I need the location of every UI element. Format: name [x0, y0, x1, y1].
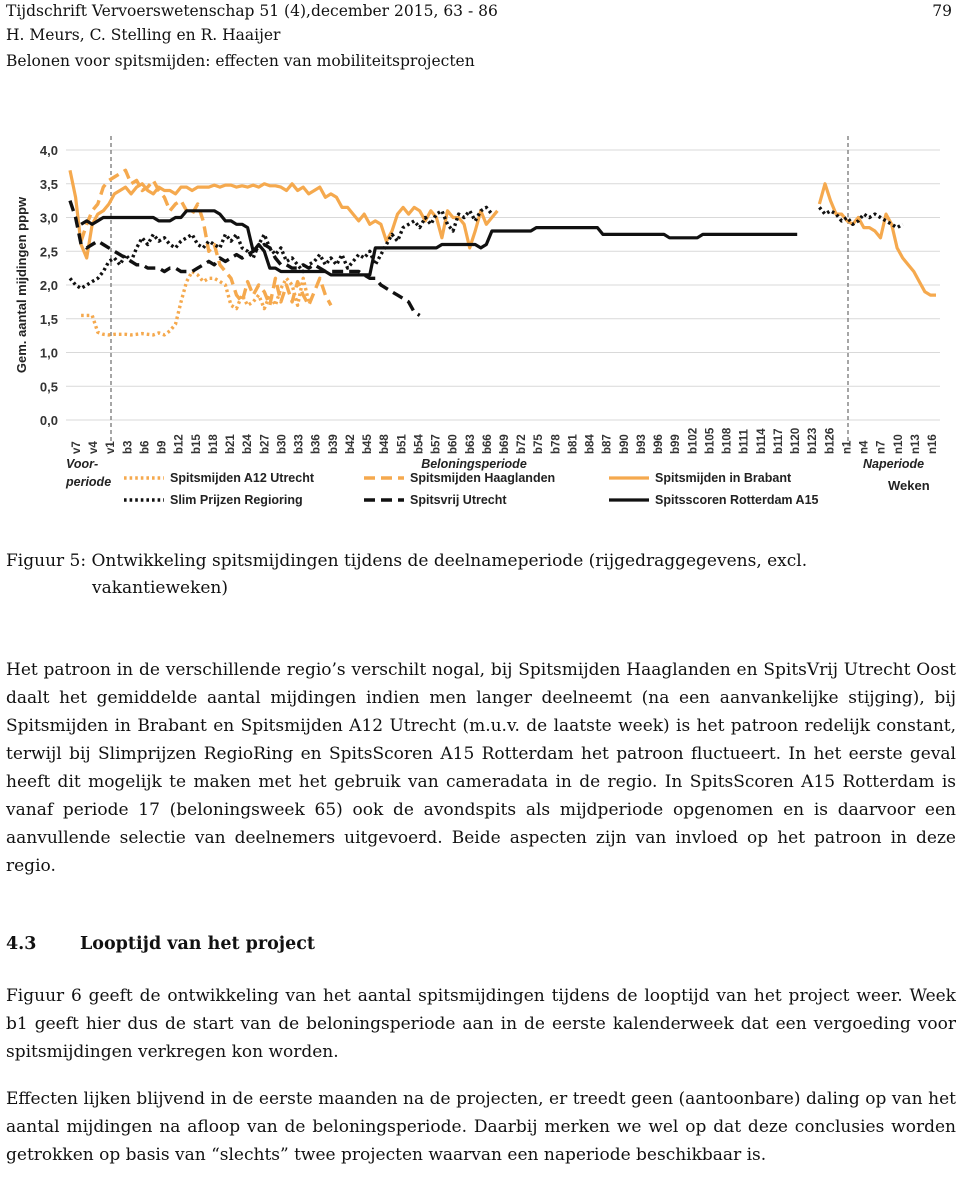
x-tick-label: b120 [790, 427, 803, 454]
x-tick-label: b123 [807, 427, 820, 454]
x-tick-label: b54 [413, 434, 426, 454]
x-tick-label: b27 [259, 434, 272, 454]
x-tick-label: b15 [190, 434, 203, 454]
x-tick-label: b33 [293, 434, 306, 454]
x-tick-label: b6 [139, 440, 152, 454]
post-period-label: Naperiode [863, 457, 925, 471]
authors-line: H. Meurs, C. Stelling en R. Haaijer [6, 26, 281, 44]
x-tick-label: b69 [499, 434, 511, 454]
x-tick-label: b60 [447, 434, 460, 454]
section-heading [6, 934, 315, 954]
x-tick-label: b66 [481, 434, 494, 454]
paragraph-2: Figuur 6 geeft de ontwikkeling van het aantal spitsmijdingen tijdens de looptijd van het project weer. Week b1 geeft hier dus de start van de beloningsperiode aan in de eerste kalenderweek dat een vergoeding voor spitsmijdingen verkregen kon worden. [6, 986, 956, 1062]
x-tick-label: b75 [533, 434, 546, 454]
y-tick-label: 2,5 [39, 244, 58, 260]
x-tick-label: b9 [156, 440, 169, 454]
x-tick-label: b84 [584, 434, 597, 454]
x-tick-label: b21 [225, 434, 238, 454]
figure-5-chart [0, 128, 960, 520]
caption-line-2: vakantieweken) [92, 578, 229, 598]
x-tick-label: b105 [704, 427, 717, 454]
x-tick-label: b24 [242, 434, 255, 454]
x-tick-label: v4 [88, 441, 101, 454]
figure-caption [6, 548, 946, 602]
legend-label: Slim Prijzen Regioring [170, 493, 303, 507]
y-tick-label: 0,5 [39, 379, 58, 395]
x-tick-label: b42 [344, 434, 357, 454]
series-line-6 [819, 184, 936, 295]
x-tick-label: b45 [362, 434, 375, 454]
section-number: 4.3 [6, 934, 37, 954]
caption-line-1: Figuur 5: Ontwikkeling spitsmijdingen tijdens de deelnameperiode (rijgedraggegevens, excl. [6, 551, 808, 571]
x-tick-label: b108 [721, 427, 734, 454]
x-tick-label: b93 [635, 434, 648, 454]
x-tick-label: n13 [909, 434, 922, 454]
x-tick-label: b102 [687, 427, 700, 454]
series-line-5 [81, 211, 797, 275]
paragraph-3: Effecten lijken blijvend in de eerste maanden na de projecten, er treedt geen (aantoonbare) daling op van het aantal mijdingen na afloop van de beloningsperiode. Daarbij merken we wel op dat deze conclusies worden getrokken op basis van “slechts” twee projecten waarvan een naperiode beschikbaar is. [6, 1089, 956, 1165]
y-axis-label: Gem. aantal mijdingen pppw [14, 196, 29, 374]
x-tick-label: b87 [601, 434, 614, 454]
journal-line: Tijdschrift Vervoerswetenschap 51 (4),december 2015, 63 - 86 [6, 2, 498, 20]
x-tick-label: n16 [927, 434, 939, 454]
x-tick-label: n4 [858, 440, 871, 454]
x-tick-label: n1 [841, 440, 854, 454]
legend-label: Spitsmijden A12 Utrecht [170, 471, 315, 485]
x-tick-label: v7 [71, 441, 83, 454]
x-tick-label: b78 [550, 434, 563, 454]
x-tick-label: b3 [122, 440, 135, 454]
legend-label: Spitsscoren Rotterdam A15 [655, 493, 819, 507]
y-tick-label: 4,0 [39, 143, 58, 158]
x-tick-label: v1 [105, 441, 118, 454]
section-title: Looptijd van het project [80, 934, 315, 954]
x-tick-label: b51 [396, 434, 409, 454]
y-tick-label: 1,5 [39, 311, 58, 327]
x-tick-label: b12 [173, 434, 186, 454]
x-tick-label: b90 [618, 434, 631, 454]
x-tick-label: b126 [824, 427, 837, 454]
x-tick-label: b111 [738, 429, 751, 454]
x-tick-label: b57 [430, 434, 443, 454]
x-tick-label: b39 [327, 434, 340, 454]
y-tick-label: 3,0 [39, 210, 58, 226]
pre-period-label: periode [66, 475, 112, 489]
legend-label: Spitsmijden Haaglanden [410, 471, 556, 485]
y-tick-label: 1,0 [39, 345, 58, 361]
x-tick-label: b48 [379, 434, 392, 454]
x-tick-label: b99 [670, 434, 683, 454]
x-tick-label: n10 [892, 434, 905, 454]
x-tick-label: b96 [653, 434, 666, 454]
y-tick-label: 3,5 [39, 176, 58, 192]
article-title-line: Belonen voor spitsmijden: effecten van mobiliteitsprojecten [6, 52, 475, 70]
x-tick-label: b18 [207, 434, 220, 454]
x-tick-label: b117 [772, 428, 785, 454]
legend-label: Spitsmijden in Brabant [655, 471, 792, 485]
x-axis-label: Weken [888, 478, 930, 493]
pre-period-label: Voor- [66, 457, 99, 471]
x-tick-label: n7 [875, 440, 888, 454]
x-tick-label: b114 [755, 428, 768, 454]
legend-label: Spitsvrij Utrecht [410, 493, 507, 507]
x-tick-label: b63 [464, 434, 477, 454]
y-tick-label: 0,0 [39, 413, 58, 428]
y-tick-label: 2,0 [39, 278, 58, 293]
x-tick-label: b72 [516, 434, 529, 454]
paragraph-1: Het patroon in de verschillende regio’s verschilt nogal, bij Spitsmijden Haaglanden en SpitsVrij Utrecht Oost daalt het gemiddelde aantal mijdingen indien men langer deelneemt (na een aanvankelijke stijging), bij Spitsmijden in Brabant en Spitsmijden A12 Utrecht (m.u.v. de laatste week) is het patroon redelijk constant, terwijl bij Slimprijzen RegioRing en SpitsScoren A15 Rotterdam het patroon fluctueert. In het eerste geval heeft dit mogelijk te maken met het gebruik van cameradata in de regio. In SpitsScoren A15 Rotterdam is vanaf periode 17 (beloningsweek 65) ook de avondspits als mijdperiode opgenomen en is daarvoor een aanvullende selectie van deelnemers uitgevoerd. Beide aspecten zijn van invloed op het patroon in deze regio. [6, 660, 956, 876]
reward-period-label: Beloningsperiode [421, 457, 527, 471]
x-tick-label: b36 [310, 434, 323, 454]
x-tick-label: b30 [276, 434, 289, 454]
x-tick-label: b81 [567, 434, 580, 454]
page-number: 79 [932, 2, 952, 20]
